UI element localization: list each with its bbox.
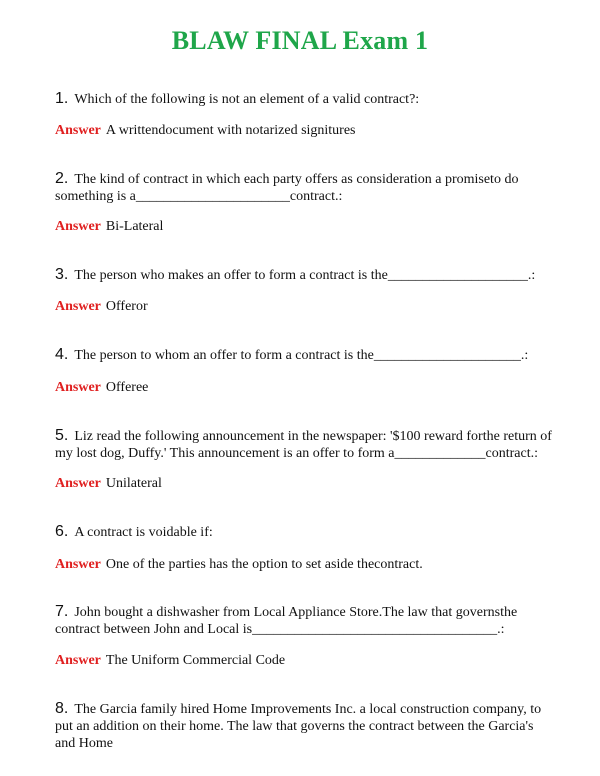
answer-text: A writtendocument with notarized signitures [105,123,356,138]
question-text: John bought a dishwasher from Local Appliance Store.The law that governsthe contract between John and Local is___________________________________.: [55,605,518,637]
answer-label: Answer [55,123,101,138]
question-text: Liz read the following announcement in the newspaper: '$100 reward forthe return of my lost dog, Duffy.' This announcement is an offer to form a_____________contract.: [55,429,552,461]
question-4 [55,346,555,364]
answer-label: Answer [55,653,101,668]
answer-text: Offeror [105,299,148,314]
question-2 [55,170,555,205]
question-text: The Garcia family hired Home Improvements Inc. a local construction company, to put an addition on their home. The law that governs the contract between the Garcia's and Home [55,702,542,751]
answer-label: Answer [55,219,101,234]
question-number: 6. [55,523,69,540]
question-text: A contract is voidable if: [74,525,213,540]
answer-label: Answer [55,557,101,572]
question-7 [55,603,555,638]
answer-label: Answer [55,476,101,491]
question-number: 5. [55,427,69,444]
answer-4 [55,379,148,396]
answer-1 [55,122,356,139]
answer-text: Unilateral [105,476,162,491]
answer-text: Bi-Lateral [105,219,164,234]
question-number: 8. [55,700,69,717]
answer-text: The Uniform Commercial Code [105,653,286,668]
question-1 [55,90,555,108]
answer-5 [55,475,162,492]
question-number: 4. [55,346,69,363]
question-text: The person who makes an offer to form a contract is the____________________.: [74,268,536,283]
answer-label: Answer [55,380,101,395]
answer-text: One of the parties has the option to set aside thecontract. [105,557,423,572]
question-3 [55,266,555,284]
question-number: 2. [55,170,69,187]
page-title: BLAW FINAL Exam 1 [171,26,429,55]
answer-label: Answer [55,299,101,314]
question-6 [55,523,555,541]
question-text: The kind of contract in which each party offers as consideration a promiseto do something is a______________________contract.: [55,172,519,204]
question-8 [55,700,555,752]
question-number: 7. [55,603,69,620]
answer-text: Offeree [105,380,149,395]
answer-3 [55,298,148,315]
question-number: 3. [55,266,69,283]
question-text: Which of the following is not an element of a valid contract?: [74,92,420,107]
answer-7 [55,652,285,669]
question-5 [55,427,555,462]
question-text: The person to whom an offer to form a contract is the_____________________.: [74,348,529,363]
question-number: 1. [55,90,69,107]
answer-2 [55,218,163,235]
answer-6 [55,556,423,573]
